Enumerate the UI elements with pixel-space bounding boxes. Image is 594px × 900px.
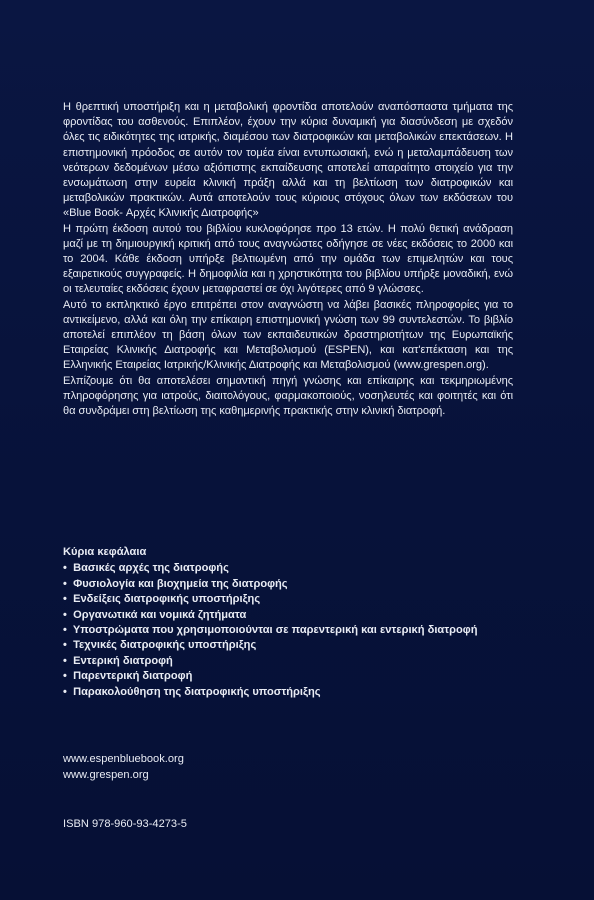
bullet-icon: • — [63, 577, 67, 590]
description-text — [63, 100, 513, 419]
bullet-icon: • — [63, 670, 67, 683]
bullet-icon: • — [63, 593, 67, 606]
chapter-label: Παρεντερική διατροφή — [73, 670, 193, 683]
chapter-item — [63, 608, 533, 623]
bullet-icon: • — [63, 639, 67, 652]
chapter-label: Υποστρώματα που χρησιμοποιούνται σε παρεντερική και εντερική διατροφή — [72, 624, 478, 637]
paragraph-content: Αυτό το εκπληκτικό έργο επιτρέπει στον αναγνώστη να λάβει βασικές πληροφορίες για το αντικείμενο, αλλά και όλη την επίκαιρη επιστημονική γνώση των 99 συντελεστών. Το βιβλίο αποτελεί επιπλέον τη βάση όλων των εκπαιδευτικών δραστηριοτήτων της Ευρωπαϊκής Εταιρείας Κλινικής Διατροφής και Μεταβολισμού (ESPEN), και κατ'επέκταση και της Ελληνικής Εταιρείας Ιατρικής/Κλινικής Διατροφής και Μεταβολισμού (www.grespen.org). — [63, 298, 513, 372]
chapter-item — [63, 685, 533, 700]
grespen-website-link[interactable]: www.grespen.org — [63, 769, 149, 781]
chapter-item — [63, 561, 533, 576]
chapter-label: Παρακολούθηση της διατροφικής υποστήριξης — [73, 685, 321, 698]
paragraph-history: Η πρώτη έκδοση αυτού του βιβλίου κυκλοφόρησε προ 13 ετών. Η πολύ θετική ανάδραση μαζί με τη δημιουργική κριτική από τους αναγνώστες οδήγησε σε νέες εκδόσεις το 2000 και το 2004. Κάθε έκδοση υπήρξε βελτιωμένη από την ομάδα των επιμελητών και τους εξαιρετικούς συγγραφείς. Η δημοφιλία και η χρηστικότητα του βιβλίου υπήρξε μοναδική, ενώ οι τελευταίες εκδόσεις έχουν μεταφραστεί σε όχι λιγότερες από 9 γλώσσες. — [63, 222, 513, 296]
bullet-icon: • — [63, 562, 67, 575]
chapters-list — [63, 561, 533, 700]
paragraph-hope: Ελπίζουμε ότι θα αποτελέσει σημαντική πηγή γνώσης και επίκαιρης και τεκμηριωμένης πληροφόρησης για ιατρούς, διαιτολόγους, φαρμακοποιούς, νοσηλευτές και φοιτητές και ότι θα συνδράμει στη βελτίωση της καθημερινής πρακτικής στην κλινική διατροφή. — [63, 374, 513, 418]
bullet-icon: • — [63, 624, 67, 637]
chapter-item — [63, 592, 533, 607]
chapter-label: Φυσιολογία και βιοχημεία της διατροφής — [73, 577, 288, 590]
paragraph-intro: Η θρεπτική υποστήριξη και η μεταβολική φροντίδα αποτελούν αναπόσπαστα τμήματα της φροντίδας του ασθενούς. Επιπλέον, έχουν την κύρια δυναμική για διασύνδεση με σχεδόν όλες τις ειδικότητες της ιατρικής, διαμέσου των διατροφικών και μεταβολικών επεκτάσεων. Η επιστημονική πρόοδος σε αυτόν τον τομέα είναι εντυπωσιακή, ενώ η μεταλαμπάδευση των νεότερων δεδομένων μέσω αξιόπιστης εκπαίδευσης αποτελεί απαραίτητο στοιχείο για την ενσωμάτωση στην ευρεία κλινική πράξη αλλά και τη βελτίωση των διατροφικών και μεταβολικών πρακτικών. Αυτά αποτελούν τους κύριους στόχους όλων των εκδόσεων του «Blue Book- Αρχές Κλινικής Διατροφής» — [63, 101, 513, 220]
bluebook-website-link[interactable]: www.espenbluebook.org — [63, 753, 184, 765]
chapter-label: Τεχνικές διατροφικής υποστήριξης — [73, 639, 257, 652]
chapter-label: Βασικές αρχές της διατροφής — [73, 562, 229, 575]
website-links — [63, 751, 184, 783]
chapter-label: Ενδείξεις διατροφικής υποστήριξης — [73, 593, 261, 606]
bullet-icon: • — [63, 608, 67, 621]
chapter-item — [63, 577, 533, 592]
chapter-label: Οργανωτικά και νομικά ζητήματα — [73, 608, 247, 621]
isbn-number: ISBN 978-960-93-4273-5 — [63, 818, 187, 830]
chapter-item — [63, 669, 533, 684]
bullet-icon: • — [63, 685, 67, 698]
bullet-icon: • — [63, 654, 67, 667]
chapter-item — [63, 623, 533, 638]
chapter-item — [63, 638, 533, 653]
chapter-label: Εντερική διατροφή — [73, 654, 173, 667]
chapters-title: Κύρια κεφάλαια — [63, 546, 147, 558]
chapter-item — [63, 654, 533, 669]
chapters-section — [63, 545, 533, 700]
